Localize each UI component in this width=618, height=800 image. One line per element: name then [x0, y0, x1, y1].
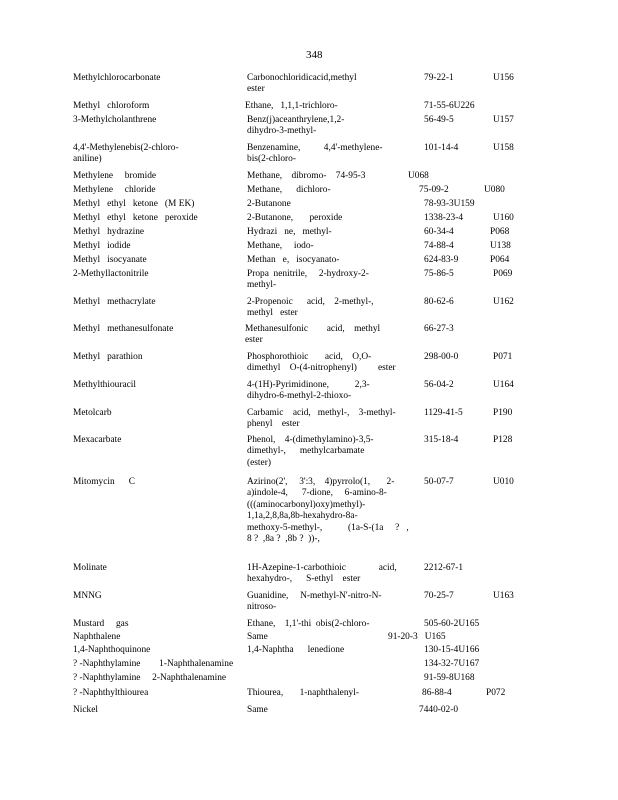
waste-code: U163 [493, 591, 514, 601]
substance-name: ? -Naphthylamine 2-Naphthalenamine [73, 673, 227, 683]
cas-number: 56-49-5 [424, 115, 454, 125]
waste-code: P128 [493, 435, 513, 445]
synonym: Benzenamine, 4,4'-methylene- [247, 143, 383, 153]
waste-code: P069 [493, 269, 513, 279]
synonym: 2-Butanone, peroxide [247, 213, 343, 223]
synonym: 1,4-Naphtha lenedione [247, 645, 345, 655]
cas-number: 101-14-4 [424, 143, 459, 153]
cas-number: 75-09-2 [419, 185, 449, 195]
waste-code: U160 [493, 213, 514, 223]
synonym-cont: (ester) [247, 457, 271, 468]
synonym: Phosphorothioic acid, O,O- [247, 352, 372, 362]
synonym-cont: (((aminocarbonyl)oxy)methyl)- [247, 499, 366, 510]
synonym: 4-(1H)-Pyrimidinone, 2,3- [247, 380, 370, 390]
page-number: 348 [306, 49, 323, 61]
synonym: 2-Butanone [247, 199, 291, 209]
waste-code: U157 [493, 115, 514, 125]
cas-number: 60-34-4 [424, 227, 454, 237]
cas-number: U068 [408, 171, 429, 181]
cas-number: 315-18-4 [424, 435, 459, 445]
synonym: Ethane, 1,1,1-trichloro- [245, 101, 338, 111]
waste-code: P071 [493, 352, 513, 362]
cas-number: 86-88-4 [422, 688, 452, 698]
cas-number: 2212-67-1 [424, 563, 464, 573]
synonym-cont: methyl- [247, 280, 277, 291]
cas-number: 91-20-3 U165 [388, 632, 446, 642]
synonym: Benz(j)aceanthrylene,1,2- [247, 115, 345, 125]
substance-name: Methyl chloroform [73, 101, 150, 111]
synonym-cont: phenyl ester [247, 419, 300, 430]
substance-name: Methylene chloride [73, 185, 156, 195]
substance-name: Methyl ethyl ketone peroxide [73, 213, 198, 223]
cas-number: 134-32-7U167 [424, 659, 480, 669]
cas-number: 75-86-5 [424, 269, 454, 279]
waste-code: P064 [490, 255, 510, 265]
synonym: 1H-Azepine-1-carbothioic acid, [247, 563, 397, 573]
synonym: Methan e, isocyanato- [247, 255, 340, 265]
synonym: Methanesulfonic acid, methyl [245, 324, 381, 334]
substance-name: Nickel [73, 705, 98, 715]
cas-number: 1338-23-4 [424, 213, 464, 223]
cas-number: 130-15-4U166 [424, 645, 480, 655]
synonym: Carbonochloridicacid,methyl [247, 73, 357, 83]
synonym: Propa nenitrile, 2-hydroxy-2- [247, 269, 369, 279]
synonym: Azirino(2', 3':3, 4)pyrrolo(1, 2- [247, 477, 395, 487]
synonym: Methane, iodo- [247, 241, 314, 251]
substance-name: Methyl iodide [73, 241, 131, 251]
synonym: Thiourea, 1-naphthalenyl- [247, 688, 359, 698]
synonym: 2-Propenoic acid, 2-methyl-, [247, 297, 374, 307]
cas-number: 66-27-3 [424, 324, 454, 334]
synonym-cont: dimethyl O-(4-nitrophenyl) ester [247, 363, 396, 374]
substance-name-cont: aniline) [73, 154, 102, 165]
waste-code: U010 [493, 477, 514, 487]
substance-name: Mustard gas [73, 619, 129, 629]
synonym: Carbamic acid, methyl-, 3-methyl- [247, 408, 396, 418]
cas-number: 56-04-2 [424, 380, 454, 390]
synonym-cont: dihydro-6-methyl-2-thioxo- [247, 391, 352, 402]
waste-code: U158 [493, 143, 514, 153]
waste-code: P190 [493, 408, 513, 418]
substance-name: Molinate [73, 563, 107, 573]
substance-name: Methylene bromide [73, 171, 157, 181]
substance-name: Methyl methanesulfonate [73, 324, 174, 334]
waste-code: U138 [490, 241, 511, 251]
synonym-cont: hexahydro-, S-ethyl ester [247, 574, 361, 585]
synonym-cont: methoxy-5-methyl-, (1a-S-(1a ? , [247, 522, 409, 533]
waste-code: U164 [493, 380, 514, 390]
synonym-cont: nitroso- [247, 602, 277, 613]
cas-number: 298-00-0 [424, 352, 459, 362]
waste-code: U080 [484, 185, 505, 195]
substance-name: MNNG [73, 591, 102, 601]
synonym-cont: bis(2-chloro- [247, 154, 296, 165]
substance-name: ? -Naphthylamine 1-Naphthalenamine [73, 659, 234, 669]
substance-name: Methyl isocyanate [73, 255, 147, 265]
synonym-cont: ester [245, 335, 263, 346]
synonym: Methane, dibromo- 74-95-3 [247, 171, 366, 181]
substance-name: ? -Naphthylthiourea [73, 688, 149, 698]
synonym-cont: dihydro-3-methyl- [247, 126, 317, 137]
cas-number: 50-07-7 [424, 477, 454, 487]
synonym-cont: methyl ester [247, 308, 298, 319]
cas-number: 71-55-6U226 [424, 101, 475, 111]
synonym: Phenol, 4-(dimethylamino)-3,5- [247, 435, 374, 445]
cas-number: 505-60-2U165 [424, 619, 480, 629]
substance-name: Methyl hydrazine [73, 227, 145, 237]
synonym-cont: dimethyl-, methylcarbamate [247, 446, 365, 457]
synonym: Same [247, 705, 268, 715]
substance-name: Metolcarb [73, 408, 112, 418]
substance-name: Methyl parathion [73, 352, 143, 362]
substance-name: Naphthalene [73, 632, 121, 642]
synonym-cont: ester [247, 84, 265, 95]
cas-number: 79-22-1 [424, 73, 454, 83]
waste-code: P072 [486, 688, 506, 698]
cas-number: 7440-02-0 [419, 705, 459, 715]
waste-code: U156 [493, 73, 514, 83]
substance-name: Methyl methacrylate [73, 297, 156, 307]
synonym-cont: 8 ? ,8a ? ,8b ? ))-, [247, 534, 320, 544]
substance-name: Mexacarbate [73, 435, 122, 445]
substance-name: Methylthiouracil [73, 380, 137, 390]
substance-name: 1,4-Naphthoquinone [73, 645, 151, 655]
synonym-cont: a)indole-4, 7-dione, 6-amino-8- [247, 488, 387, 499]
cas-number: 70-25-7 [424, 591, 454, 601]
synonym: Same [247, 632, 268, 642]
cas-number: 74-88-4 [424, 241, 454, 251]
substance-name: 2-Methyllactonitrile [73, 269, 149, 279]
waste-code: U162 [493, 297, 514, 307]
synonym-cont: 1,1a,2,8,8a,8b-hexahydro-8a- [247, 511, 358, 522]
cas-number: 1129-41-5 [424, 408, 463, 418]
substance-name: 3-Methylcholanthrene [73, 115, 157, 125]
substance-name: Mitomycin C [73, 477, 135, 487]
substance-name: Methyl ethyl ketone (M EK) [73, 199, 195, 209]
waste-code: P068 [490, 227, 510, 237]
synonym: Hydrazi ne, methyl- [247, 227, 332, 237]
cas-number: 80-62-6 [424, 297, 454, 307]
substance-name: 4,4'-Methylenebis(2-chloro- [73, 143, 179, 153]
synonym: Methane, dichloro- [247, 185, 331, 195]
cas-number: 624-83-9 [424, 255, 459, 265]
synonym: Ethane, 1,1'-thi obis(2-chloro- [247, 619, 370, 629]
cas-number: 91-59-8U168 [424, 673, 475, 683]
substance-name: Methylchlorocarbonate [73, 73, 161, 83]
cas-number: 78-93-3U159 [424, 199, 475, 209]
synonym: Guanidine, N-methyl-N'-nitro-N- [247, 591, 382, 601]
